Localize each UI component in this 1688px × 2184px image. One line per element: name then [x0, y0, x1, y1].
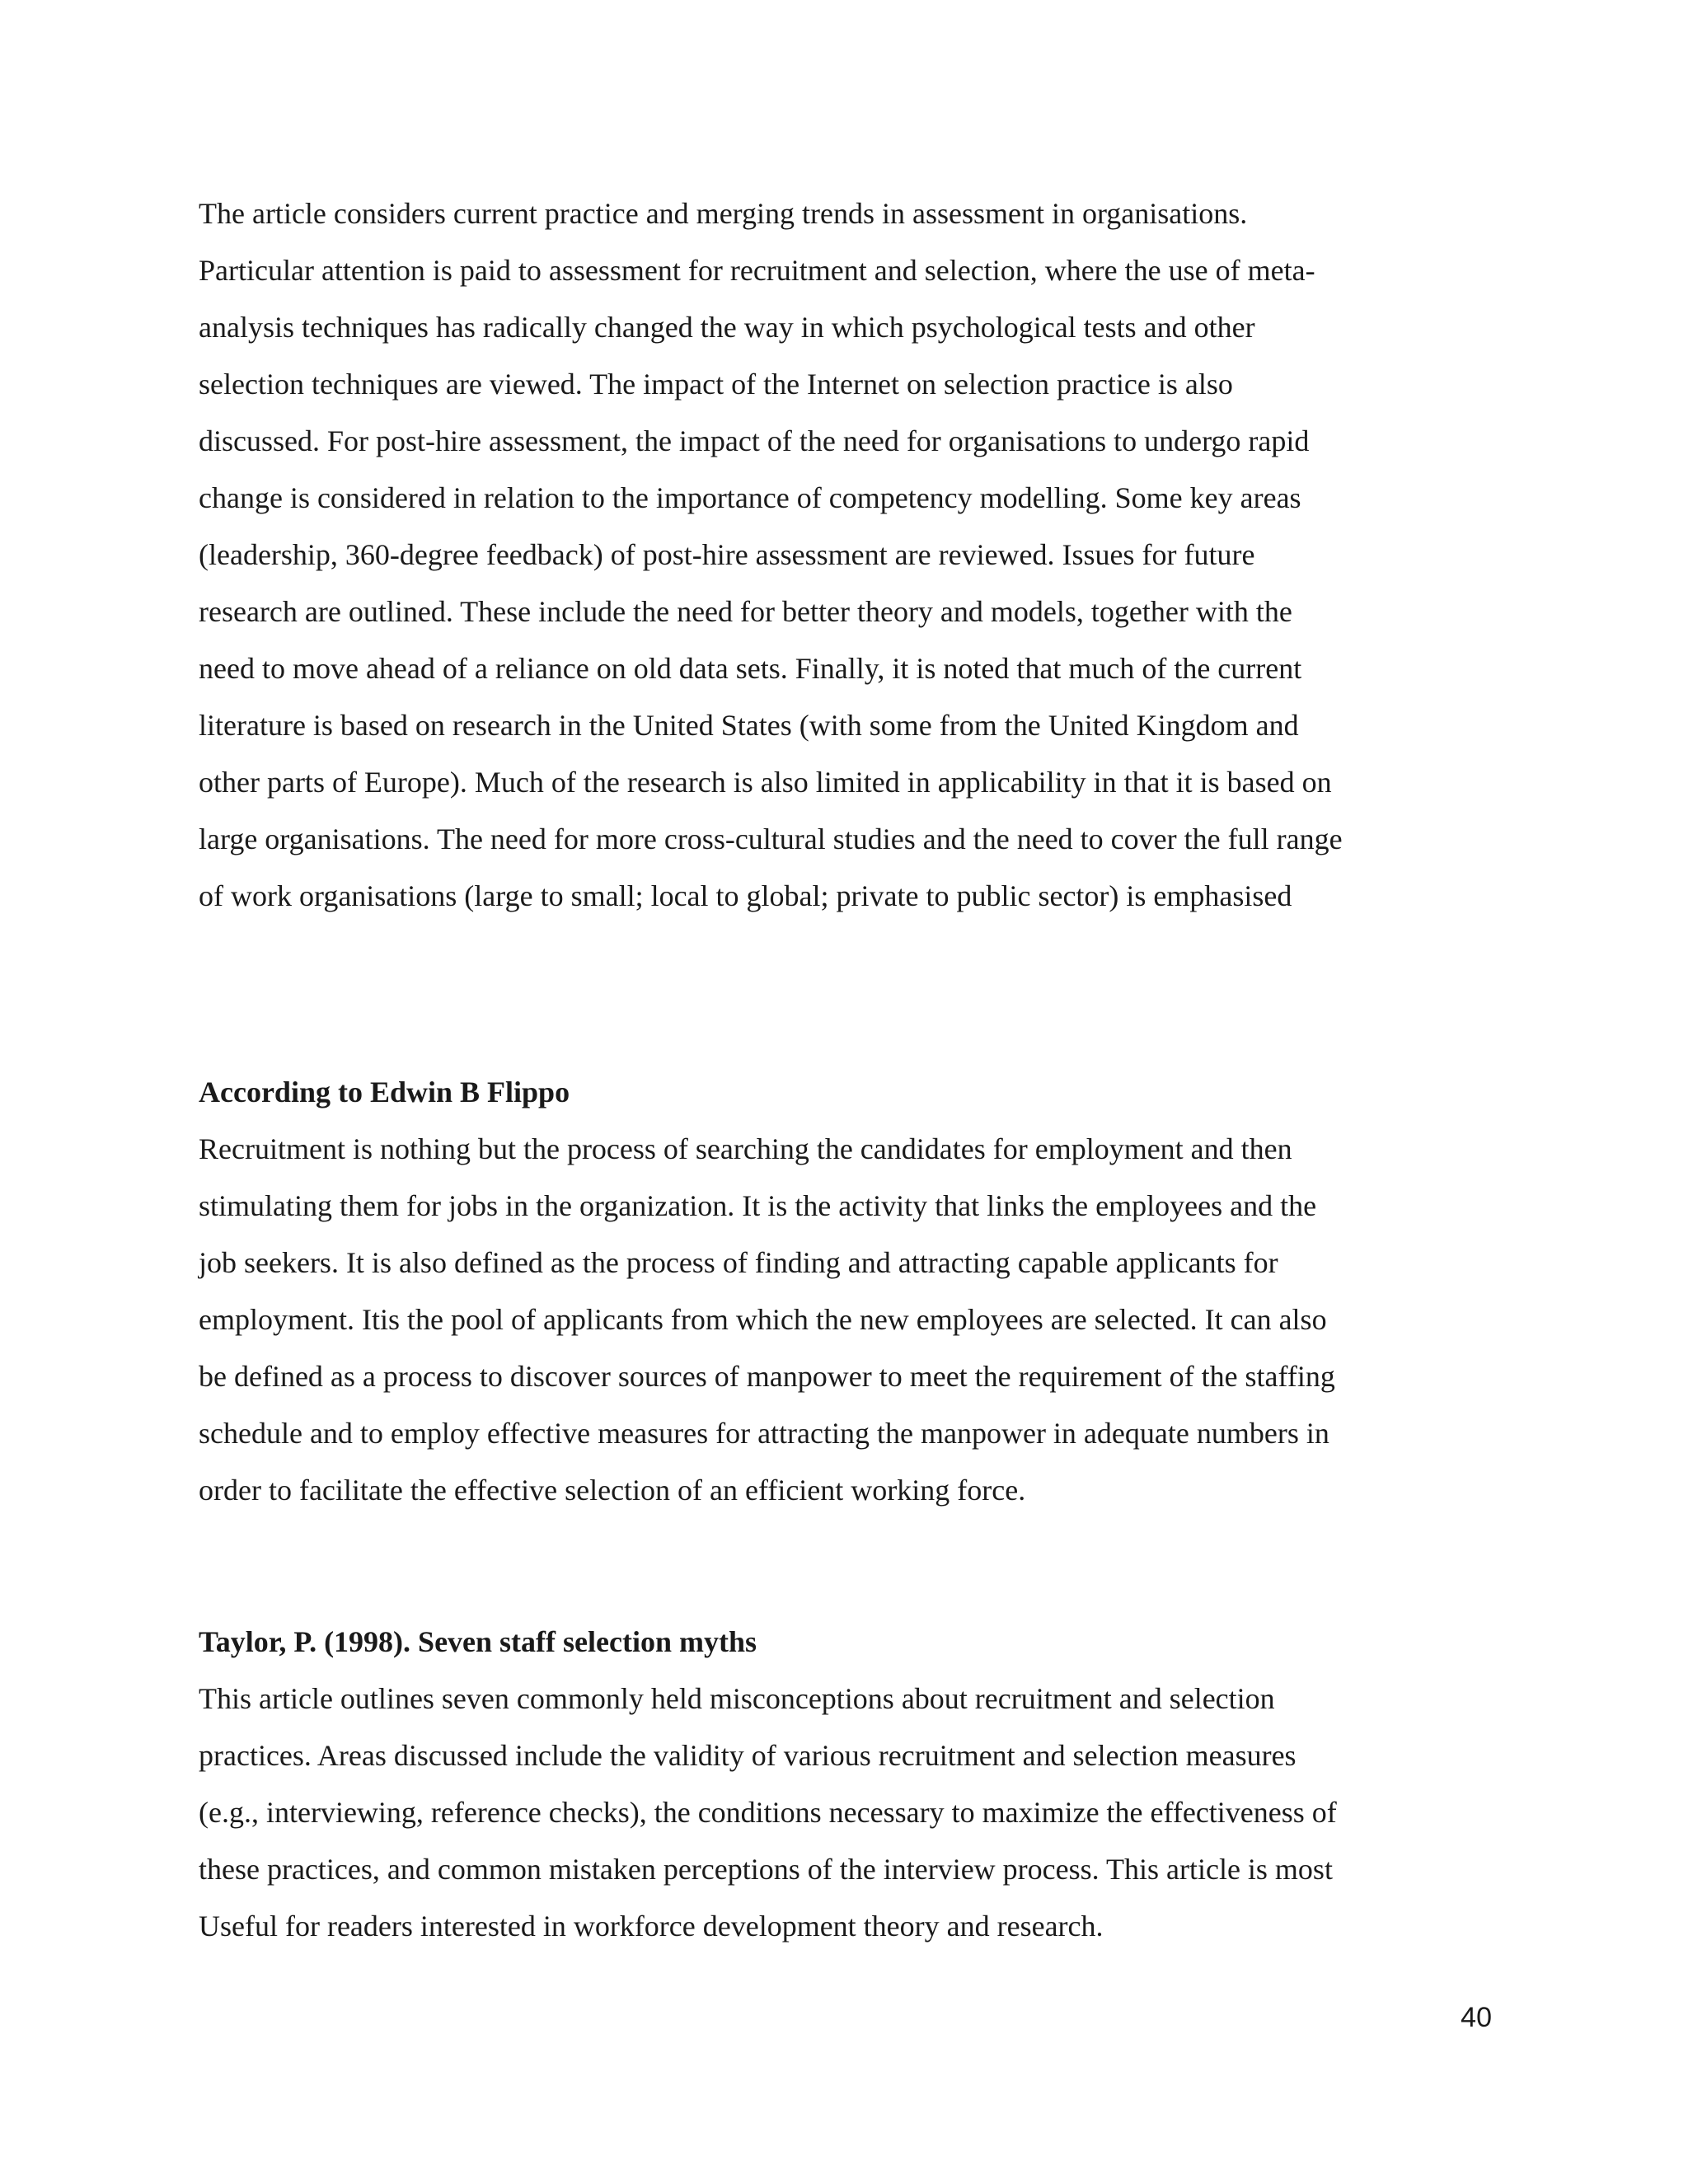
- flippo-line: employment. Itis the pool of applicants from which the new employees are selected. It can also: [199, 1303, 1327, 1336]
- abstract-line: large organisations. The need for more cross-cultural studies and the need to cover the full range: [199, 823, 1343, 855]
- taylor-paragraph: [199, 1671, 1484, 1955]
- abstract-line: change is considered in relation to the importance of competency modelling. Some key areas: [199, 481, 1301, 514]
- flippo-heading: According to Edwin B Flippo: [199, 1076, 570, 1108]
- flippo-line: be defined as a process to discover sources of manpower to meet the requirement of the staffing: [199, 1360, 1335, 1393]
- taylor-line: This article outlines seven commonly held misconceptions about recruitment and selection: [199, 1682, 1275, 1715]
- taylor-line: (e.g., interviewing, reference checks), the conditions necessary to maximize the effectiveness of: [199, 1796, 1337, 1829]
- flippo-line: stimulating them for jobs in the organization. It is the activity that links the employees and the: [199, 1189, 1317, 1222]
- abstract-line: analysis techniques has radically changed the way in which psychological tests and other: [199, 311, 1255, 344]
- abstract-paragraph: [199, 185, 1484, 925]
- abstract-line: The article considers current practice and merging trends in assessment in organisations.: [199, 197, 1248, 230]
- abstract-line: discussed. For post-hire assessment, the impact of the need for organisations to undergo rapid: [199, 424, 1310, 457]
- abstract-line: Particular attention is paid to assessment for recruitment and selection, where the use of meta-: [199, 254, 1315, 287]
- abstract-line: research are outlined. These include the need for better theory and models, together with the: [199, 595, 1292, 628]
- flippo-paragraph: [199, 1121, 1484, 1519]
- page-number: 40: [1461, 2002, 1492, 2033]
- taylor-line: these practices, and common mistaken perceptions of the interview process. This article is most: [199, 1853, 1333, 1886]
- flippo-line: order to facilitate the effective selection of an efficient working force.: [199, 1474, 1026, 1507]
- abstract-line: need to move ahead of a reliance on old data sets. Finally, it is noted that much of the current: [199, 652, 1302, 685]
- abstract-line: other parts of Europe). Much of the research is also limited in applicability in that it is based on: [199, 766, 1332, 799]
- flippo-line: Recruitment is nothing but the process of searching the candidates for employment and then: [199, 1132, 1292, 1165]
- abstract-section: [199, 185, 1484, 925]
- taylor-section: [199, 1614, 1484, 1955]
- flippo-line: schedule and to employ effective measures for attracting the manpower in adequate numbers in: [199, 1417, 1329, 1450]
- taylor-line: Useful for readers interested in workforce development theory and research.: [199, 1910, 1104, 1943]
- taylor-heading: Taylor, P. (1998). Seven staff selection myths: [199, 1625, 757, 1658]
- flippo-line: job seekers. It is also defined as the process of finding and attracting capable applicants for: [199, 1246, 1278, 1279]
- taylor-line: practices. Areas discussed include the validity of various recruitment and selection measures: [199, 1739, 1296, 1772]
- abstract-line: (leadership, 360-degree feedback) of post-hire assessment are reviewed. Issues for future: [199, 538, 1255, 571]
- abstract-line: selection techniques are viewed. The impact of the Internet on selection practice is also: [199, 368, 1233, 401]
- abstract-line: literature is based on research in the United States (with some from the United Kingdom and: [199, 709, 1299, 742]
- flippo-section: [199, 1064, 1484, 1519]
- abstract-line: of work organisations (large to small; local to global; private to public sector) is emphasised: [199, 879, 1292, 912]
